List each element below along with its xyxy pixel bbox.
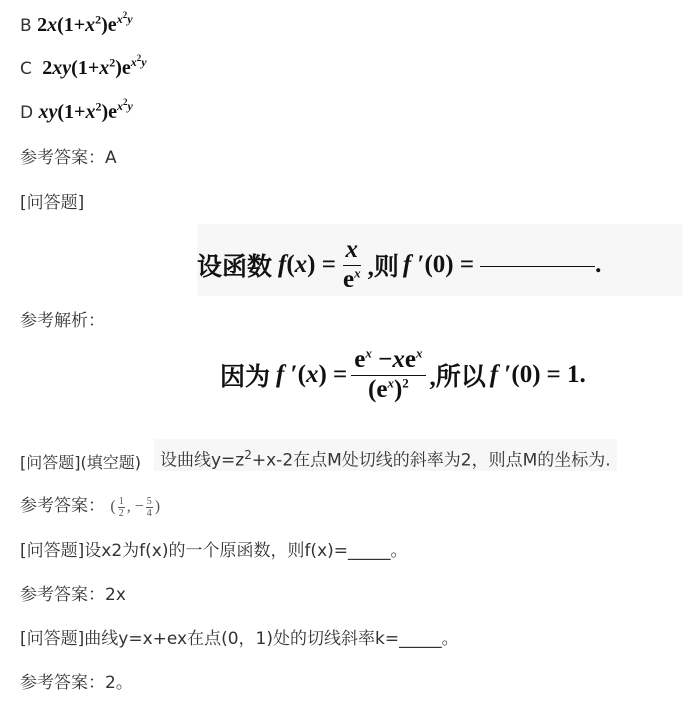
q2-analysis-label: 参考解析： (20, 311, 105, 331)
q2-stem-mid: ,则 (367, 254, 399, 282)
q2-analysis-result: = 1. (546, 361, 586, 389)
q2-analysis-prefix: 因为 (220, 364, 271, 392)
option-b (20, 10, 133, 37)
q2-analysis-mid: ,所以 (429, 364, 486, 392)
q2-tag: [问答题] (20, 193, 85, 213)
answer-blank (480, 264, 595, 267)
option-b-letter: B (20, 16, 32, 36)
q5-stem: [问答题]曲线y=x+ex在点(0，1)处的切线斜率k=_____。 (20, 629, 459, 649)
q3-answer-value: ( $\frac{1}{2}$ , − $\frac{5}{4}$ ) (110, 495, 161, 519)
q2-analysis-formula: 因为 f ′(x) = $\frac{e^x -xe^x}{(e^x)^2}$ ,所以 f ′(0) = 1. (220, 340, 668, 416)
q1-answer: 参考答案：A (20, 148, 117, 168)
option-c-formula: $2xy(1+x^2)e^{x^2y}$ (37, 53, 147, 79)
option-c (20, 53, 147, 80)
q3-tag: [问答题](填空题) (20, 453, 141, 472)
option-c-letter: C (20, 59, 32, 79)
option-b-formula: $2x(1+x^2)e^{x^2y}$ (37, 10, 133, 36)
q4-stem: [问答题]设x2为f(x)的一个原函数，则f(x)=_____。 (20, 541, 408, 561)
q4-answer: 参考答案：2x (20, 585, 126, 605)
option-d (20, 97, 133, 124)
q3-stem-sup: 2 (244, 448, 252, 462)
option-d-formula: $xy(1+x^2)e^{x^2y}$ (38, 97, 133, 123)
q5-answer: 参考答案：2。 (20, 673, 133, 693)
option-d-letter: D (20, 103, 34, 123)
q2-stem-prefix: 设函数 (197, 254, 273, 282)
q3-stem (154, 439, 617, 471)
q2-stem-formula: 设函数 f(x) = $\frac{x}{e^x}$ ,则 f ′(0) = . (197, 224, 683, 296)
q3-stem-b: +x-2在点M处切线的斜率为2，则点M的坐标为. (251, 450, 611, 471)
q3-answer (20, 495, 160, 519)
q3-stem-a: 设曲线y=z (160, 450, 245, 471)
q3-answer-label: 参考答案： (20, 496, 105, 516)
